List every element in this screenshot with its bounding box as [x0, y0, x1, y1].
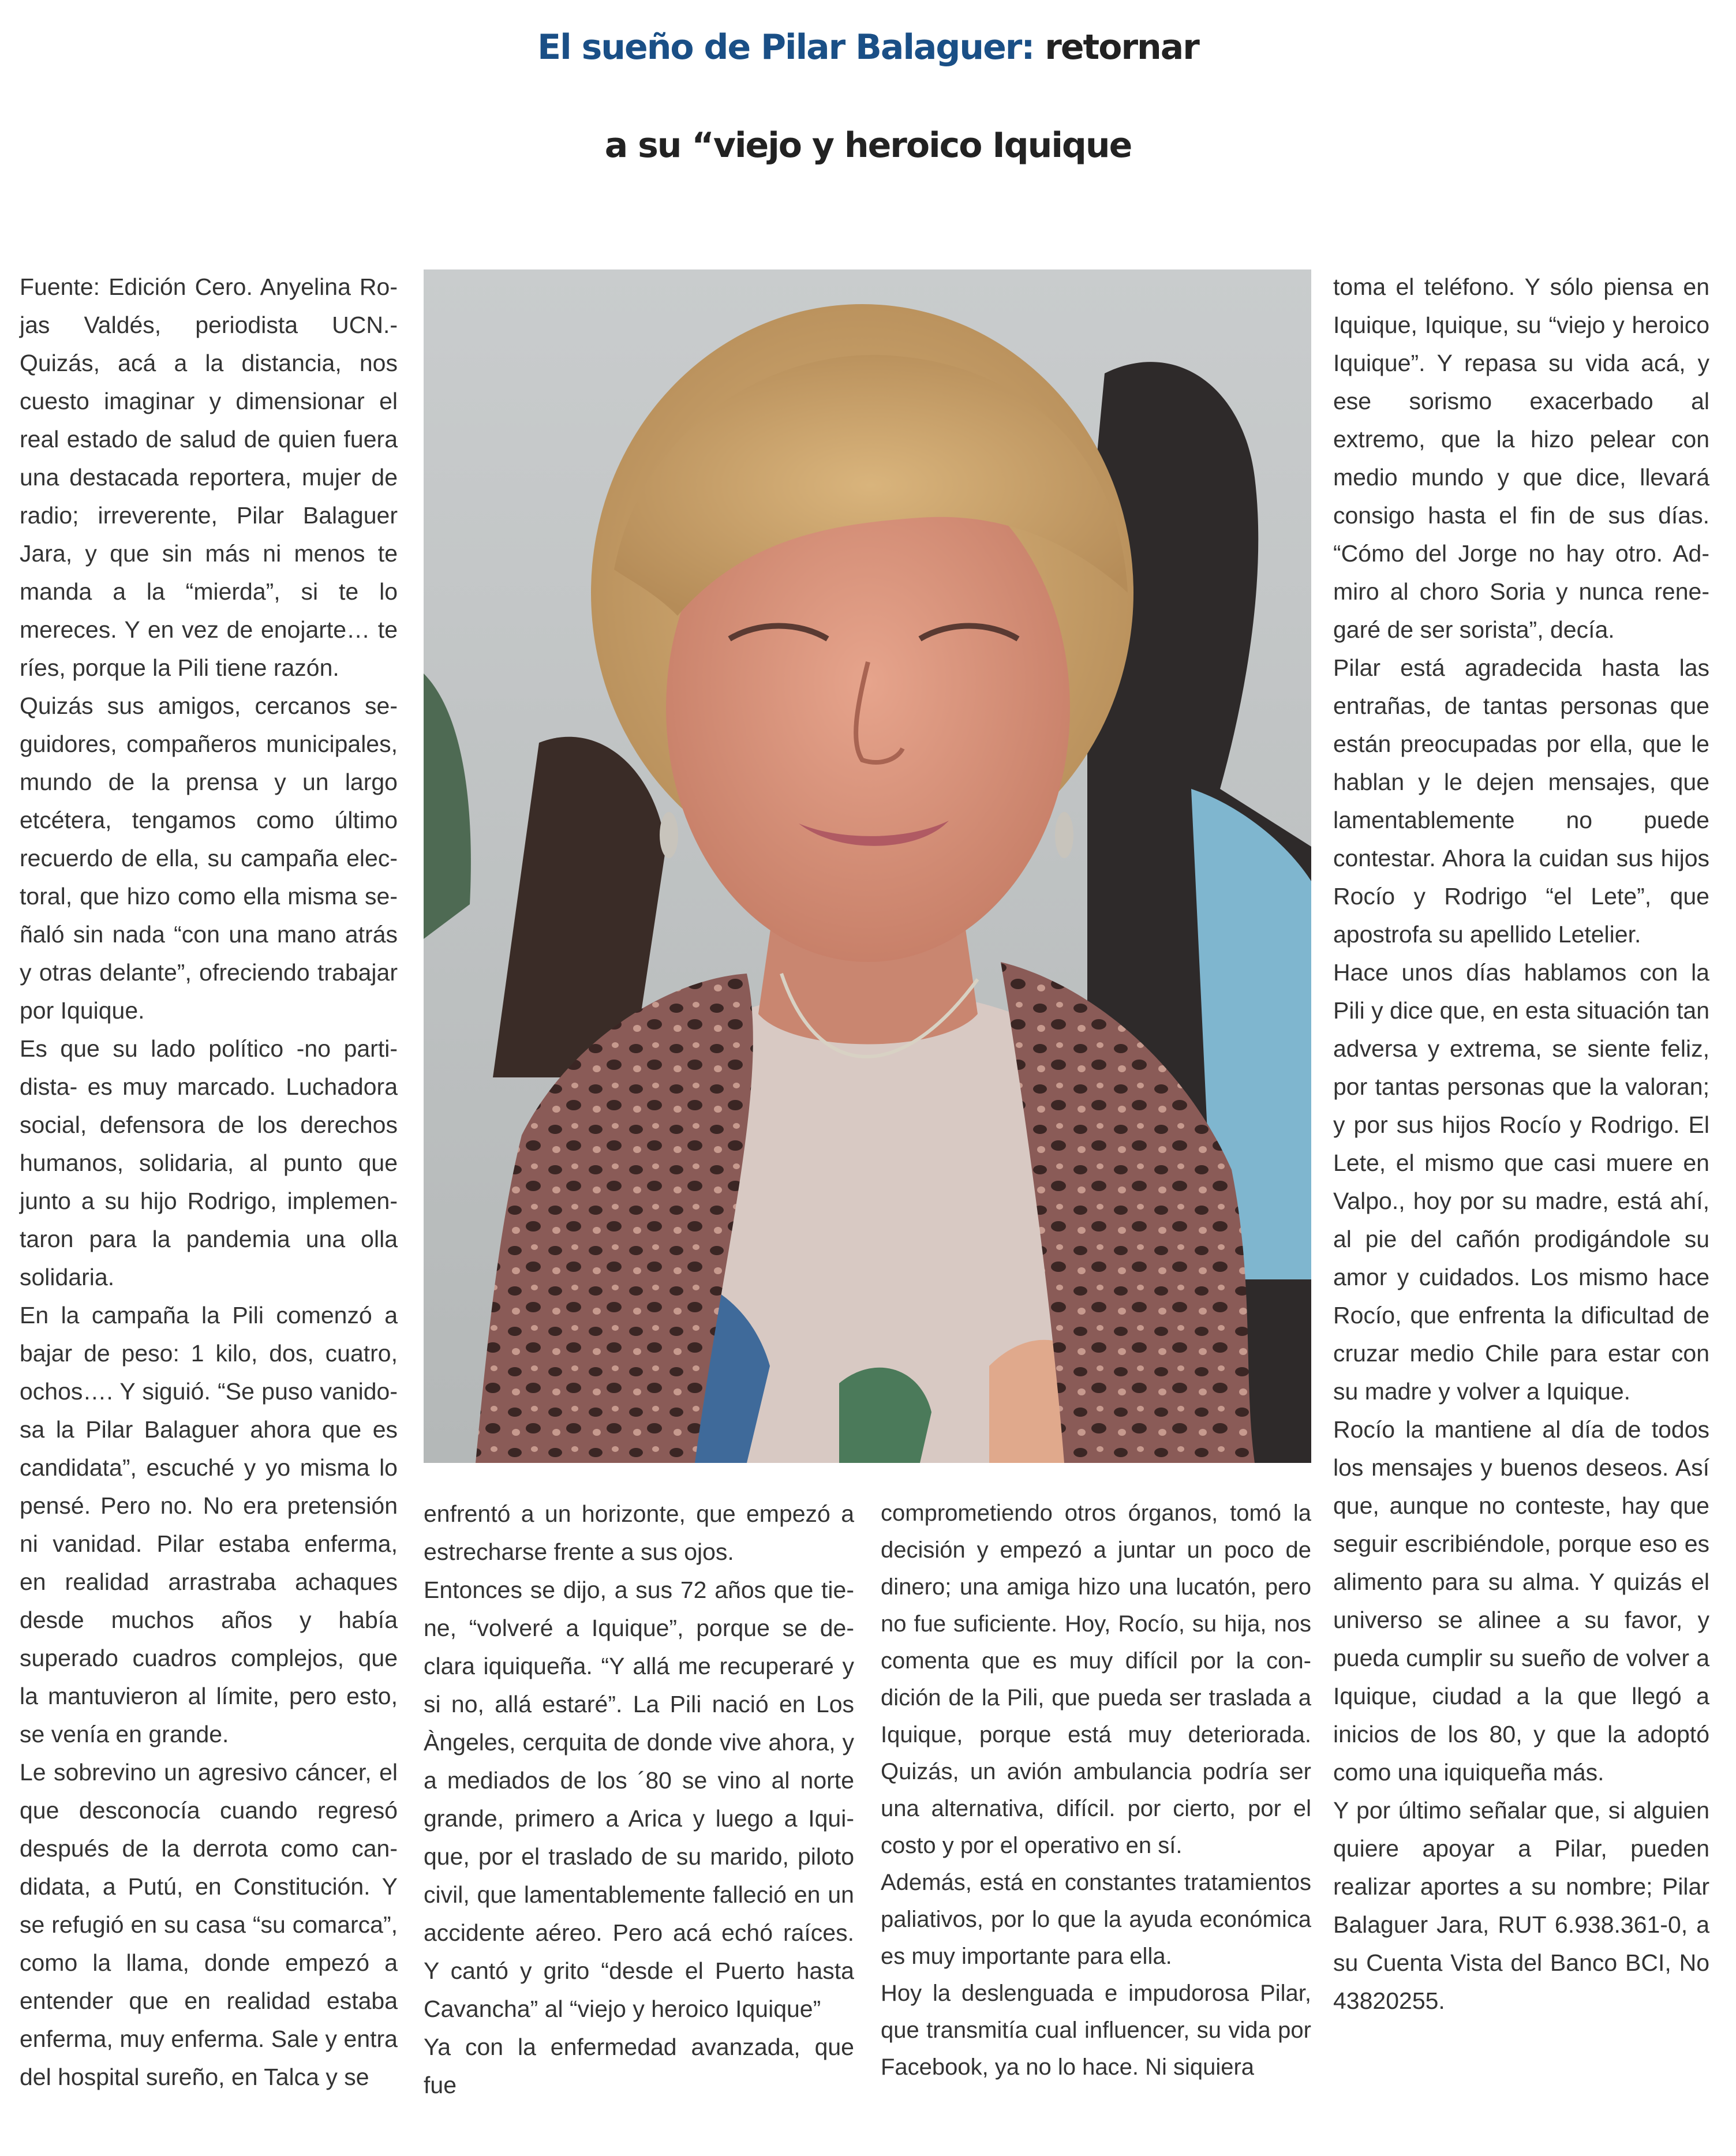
portrait-photo: [424, 270, 1311, 1463]
headline-rest: retornar: [1034, 27, 1199, 68]
paragraph: Hace unos días hablamos con la Pili y dice que, en esta situación tan adversa y extrema, se siente feliz, por tantas personas que la valoran; y por sus hijos Rocío y Rodrigo. El Lete, el mismo que casi muere en Valpo., hoy por su madre, está ahí, al pie del cañón prodigándole su amor y cuidados. Los mismo hace Rocío, que enfrenta la dificultad de cruzar medio Chile para estar con su madre y volver a Iquique.: [1333, 959, 1709, 1405]
headline-highlight: El sueño de Pilar Balaguer:: [537, 27, 1034, 68]
paragraph: enfrentó a un horizonte, que empezó a estrecharse frente a sus ojos.: [424, 1500, 854, 1565]
paragraph: Quizás sus amigos, cercanos seguidores, compañeros municipales, mundo de la prensa y un largo etcétera, tengamos como último recuerdo de ella, su campaña electoral, que hizo como ella misma señaló sin nada “con una mano atrás y otras delante”, ofreciendo trabajar por Iquique.: [20, 693, 398, 1024]
paragraph: toma el teléfono. Y sólo piensa en Iquique, Iquique, su “viejo y heroico Iquique”. Y repasa su vida acá, y ese sorismo exacerbado al extremo, que la hizo pelear con medio mundo y que dice, llevará consigo hasta el fin de sus días. “Cómo del Jorge no hay otro. Admiro al choro Soria y nunca renegaré de ser sorista”, decía.: [1333, 274, 1709, 643]
paragraph: Fuente: Edición Cero. Anyelina Rojas Valdés, periodista UCN.- Quizás, acá a la distancia, nos cuesto imaginar y dimensionar el real estado de salud de quien fuera una destacada reportera, mujer de radio; irreverente, Pilar Balaguer Jara, y que sin más ni menos te manda a la “mierda”, si te lo mereces. Y en vez de enojarte… te ríes, porque la Pili tiene razón.: [20, 274, 398, 681]
headline-line-1: [0, 27, 1736, 68]
paragraph: Es que su lado político -no partidista- es muy marcado. Luchadora social, defensora de los derechos humanos, solidaria, al punto que junto a su hijo Rodrigo, implementaron para la pandemia una olla solidaria.: [20, 1035, 398, 1290]
paragraph: Entonces se dijo, a sus 72 años que tiene, “volveré a Iquique”, porque se declara iquiqueña. “Y allá me recuperaré y si no, allá estaré”. La Pili nació en Los Àngeles, cerquita de donde vive ahora, y a mediados de los ´80 se vino al norte grande, primero a Arica y luego a Iquique, por el traslado de su marido, piloto civil, que lamentablemente falleció en un accidente aéreo. Pero acá echó raíces. Y cantó y grito “desde el Puerto hasta Cavancha” al “viejo y heroico Iquique”: [424, 1577, 854, 2022]
paragraph: Y por último señalar que, si alguien quiere apoyar a Pilar, pueden realizar aportes a su nombre; Pilar Balaguer Jara, RUT 6.938.361-0, a su Cuenta Vista del Banco BCI, No 43820255.: [1333, 1797, 1709, 2014]
paragraph: En la campaña la Pili comenzó a bajar de peso: 1 kilo, dos, cuatro, ochos…. Y siguió. “Se puso vanidosa la Pilar Balaguer ahora que es candidata”, escuché y yo misma lo pensé. Pero no. No era pretensión ni vanidad. Pilar estaba enferma, en realidad arrastraba achaques desde muchos años y había superado cuadros complejos, que la mantuvieron al límite, pero esto, se venía en grande.: [20, 1302, 398, 1747]
article-column-1: [20, 268, 398, 2132]
paragraph: Le sobrevino un agresivo cáncer, el que desconocía cuando regresó después de la derrota como candidata, a Putú, en Constitución. Y se refugió en su casa “su comarca”, como la llama, donde empezó a entender que en realidad estaba enferma, muy enferma. Sale y entra del hospital sureño, en Talca y se: [20, 1759, 398, 2090]
article-column-2: [424, 1495, 854, 2135]
paragraph: Rocío la mantiene al día de todos los mensajes y buenos deseos. Así que, aunque no conteste, hay que seguir escribiéndole, porque eso es alimento para su alma. Y quizás el universo se alinee a su favor, y pueda cumplir su sueño de volver a Iquique, ciudad a la que llegó a inicios de los 80, y que la adoptó como una iquiqueña más.: [1333, 1416, 1709, 1786]
paragraph: Pilar está agradecida hasta las entrañas, de tantas personas que están preocupadas por ella, que le hablan y le dejen mensajes, que lamentablemente no puede contestar. Ahora la cuidan sus hijos Rocío y Rodrigo “el Lete”, que apostrofa su apellido Letelier.: [1333, 654, 1709, 948]
article-column-3: [881, 1495, 1311, 2135]
paragraph: Además, está en constantes tratamientos paliativos, por lo que la ayuda económica es muy importante para ella.: [881, 1870, 1311, 1969]
paragraph: comprometiendo otros órganos, tomó la decisión y empezó a juntar un poco de dinero; una amiga hizo una lucatón, pero no fue suficiente. Hoy, Rocío, su hija, nos comenta que es muy difícil por la condición de la Pili, que pueda ser traslada a Iquique, porque está muy deteriorada. Quizás, un avión ambulancia podría ser una alternativa, difícil. por cierto, por el costo y por el operativo en sí.: [881, 1500, 1311, 1858]
article-column-4: [1333, 268, 1709, 2132]
headline-line-2: a su “viejo y heroico Iquique: [604, 125, 1132, 166]
paragraph: Ya con la enfermedad avanzada, que fue: [424, 2034, 854, 2098]
paragraph: Hoy la deslenguada e impudorosa Pilar, que transmitía cual influencer, su vida por Facebook, ya no lo hace. Ni siquiera: [881, 1981, 1311, 2080]
